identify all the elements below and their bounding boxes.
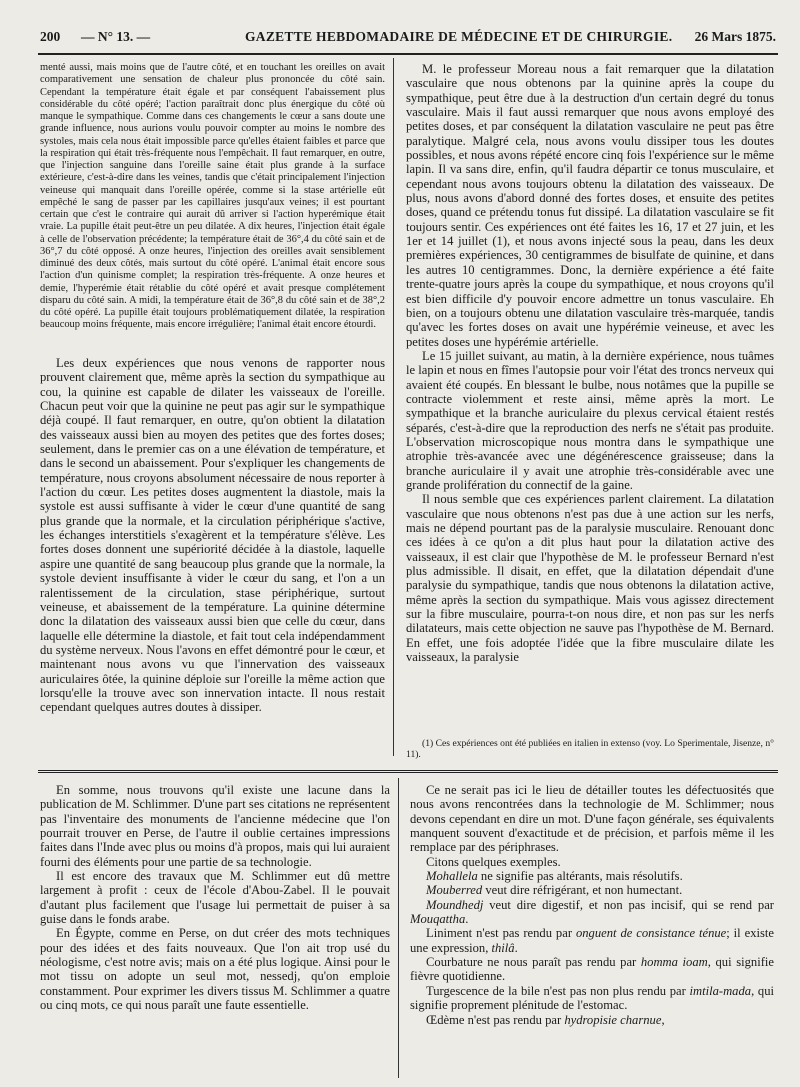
section-rule: [38, 770, 778, 773]
term: Mouqattha: [410, 912, 466, 927]
example-item: Mohallela ne signifie pas altérants, mais résolutifs.: [426, 869, 683, 884]
page-number: 200: [40, 29, 61, 44]
column-divider-bottom: [398, 778, 399, 1078]
example-item: Moundhedj veut dire digestif, et non pas incisif, qui se rend par Mouqattha.: [410, 897, 774, 927]
example-item: Œdème n'est pas rendu par hydropisie charnue,: [426, 1012, 665, 1027]
left-column-body: [40, 356, 385, 715]
review-paragraph: Ce ne serait pas ici le lieu de détailler toutes les défectuosités que nous avons rencontrées dans la technologie de M. Schlimmer; nous devons cependant en dire un mot. D'une façon générale, ses équivalents manquent souvent d'exactitude et de précision, et parfois même il les remplace par des périphrases.: [410, 783, 774, 855]
right-column-body: [406, 62, 774, 664]
term: Mouberred: [426, 883, 483, 898]
example-item: Courbature ne nous paraît pas rendu par homma ioam, qui signifie fièvre quotidienne.: [410, 955, 774, 984]
footnote: [406, 738, 774, 760]
examples-intro: Citons quelques exemples.: [426, 854, 561, 869]
term: Moundhedj: [426, 897, 484, 912]
term: hydropisie charnue: [564, 1012, 662, 1027]
review-paragraph: En Égypte, comme en Perse, on dut créer des mots techniques pour des idées et des faits nouveaux. Que l'on ait trop usé du néologisme, c'est notre avis; mais on a été plus logique. Ainsi pour le mot tissu on adopte un seul mot, nessedj, qu'on emploie constamment. Pour exprimer les divers tissus M. Schlimmer a quatre ou cinq mots, ce qui nous paraît une faute essentielle.: [40, 926, 390, 1013]
body-paragraph: Le 15 juillet suivant, au matin, à la dernière expérience, nous tuâmes le lapin et nous en fîmes l'autopsie pour voir l'état des troncs nerveux qui avaient été coupés. En blessant le bulbe, nous notâmes que la pupille se contracte violemment et reste ainsi, même après la mort. Le sympathique et la branche auriculaire du plexus cervical étaient restés séparés, c'est-à-dire que la reproduction des nerfs ne s'était pas produite. L'observation microscopique nous montra dans le sympathique une atrophie très-avancée avec une dégénérescence graisseuse; dans la branche auriculaire il y avait une atrophie très-considérable avec une grande prolifération du connectif de la gaine.: [406, 348, 774, 492]
footnote-text: (1) Ces expériences ont été publiées en italien in extenso (voy. Lo Sperimentale, Jisenze, n° 11).: [406, 738, 774, 760]
bottom-right-column: [410, 783, 774, 1027]
example-item: Liniment n'est pas rendu par onguent de consistance ténue; il existe une expression, thilâ.: [410, 926, 774, 955]
issue-number: — N° 13. —: [81, 29, 151, 44]
conclusion-paragraph: Les deux expériences que nous venons de rapporter nous prouvent clairement que, même après la section du sympathique au cou, la quinine est capable de dilater les vaisseaux de l'oreille. Chacun peut voir que la quinine ne peut pas agir sur le sympathique déjà coupé. Il faut remarquer, en outre, qu'on obtient la dilatation des vaisseaux aussi bien au moyen des petites que des fortes doses; seulement, dans le premier cas on a une élévation de température, et dans le second un abaissement. Pour s'expliquer les changements de température, nous croyons absolument nécessaire de nous reporter à l'action du cœur. Les petites doses augmentent la diastole, mais la systole est aussi suffisante à vider le cœur d'une quantité de sang plus grande que la normale, et la circulation périphérique s'active, les échanges interstitiels s'exagèrent et la température s'élève. Les fortes doses donnent une supériorité décidée à la diastole, laquelle aspire une quantité de sang beaucoup plus grande que la normale, la systole devient insuffisante à vider le cœur du sang, et l'on a un ralentissement de la circulation, stase périphérique, surtout veineuse, et abaissement de la température. La quinine détermine donc la dilatation des vaisseaux aussi bien que celle du cœur, dans laquelle elle détermine la diastole, et fait tout cela indépendamment du système nerveux. Nous l'avons en effet démontré pour le cœur, et maintenant nous avons vu que l'innervation des vaisseaux auriculaires ôtée, la quinine déploie sur l'oreille la même action que lorsqu'elle la trouve avec son innervation intacte. Il nous restait cependant quelques autres doutes à dissiper.: [40, 356, 385, 715]
term: onguent de consistance ténue: [575, 926, 727, 941]
body-paragraph: M. le professeur Moreau nous a fait remarquer que la dilatation vasculaire que nous obtenons par la quinine après la coupe du sympathique, peut être due à la destruction d'un certain degré du tonus vasculaire. Mais il faut aussi remarquer que nous avons employé des petites doses, et par conséquent la dilatation vasculaire ne peut pas être paralytique. Malgré cela, nous avons voulu dissiper tous les doutes possibles, et nous avons répété encore cinq fois l'expérience sur le même lapin. Il va sans dire, enfin, qu'il faudra départir ce tonus musculaire, et cependant nous avons toujours obtenu la dilatation des vaisseaux. De plus, nous avons d'abord donné des fortes doses, et ensuite des petites doses, quand ce prétendu tonus fut dissipé. La dilatation vasculaire se fit toujours sentir. Ces expériences ont été faites les 16, 17 et 27 juin, et les 1er et 14 juillet (1), et nous avons injecté sous la peau, dans les deux premières expériences, 30 centigrammes de bisulfate de quinine, et dans les autres 10 centigrammes. Donc, la dernière expérience a été faite trente-quatre jours après la coupe du sympathique, et nous croyons qu'il est bien difficile d'y pouvoir encore admettre un tonus vasculaire. Eh bien, on a toujours obtenu une dilatation vasculaire très-marquée, tandis qu'avec les fortes doses on avait une hypérémie veineuse, et avec les petites doses une hypérémie artérielle.: [406, 62, 774, 349]
column-divider: [393, 58, 394, 756]
term: homma ioam: [640, 955, 708, 970]
observation-paragraph: menté aussi, mais moins que de l'autre côté, et en touchant les oreilles on avait comparativement une sensation de chaleur plus prononcée du côté sain. Cependant la température était égale et par conséquent l'abaissement plus considérable du côté opéré; l'action paraîtrait donc plus énergique du côté où manque le sympathique. Comme dans ces changements le cœur a sans doute une grande influence, nous aurions voulu pouvoir compter au moins le nombre des systoles, mais cela nous était impossible parce qu'elles étaient faibles et parce que la respiration qui était très-fréquente nous l'empêchait. Il faut remarquer, en outre, que l'injection sanguine dans l'oreille saine était plus grande à la surface extérieure, c'est-à-dire dans les veines, tandis que c'était principalement l'injection veineuse qui manquait dans l'oreille opérée, comme si la stase artérielle eût empêché le sang de passer par les capillaires jusqu'aux veines; il est pourtant certain que c'est le contraire qui aurait dû arriver si l'action hyperémique était vraie. La pupille était peut-être un peu dilatée. A dix heures, l'injection était égale à celle de l'observation précédente; la température était de 36°,4 du côté sain et de 36°,7 du côté opposé. A onze heures, l'injection des oreilles avait sensiblement diminué des deux côtés, mais surtout du côté opéré. L'animal était encore sous l'action d'un quinisme complet; la respiration très-fréquente. A onze heures et demie, l'hyperémie était rétablie du côté opéré et avait presque complétement disparu du côté sain. A midi, la température était de 36°,8 du côté sain et de 38°,2 du côté opéré. La pupille était toujours problématiquement dilatée, la respiration beaucoup moins fréquente, mais encore irrégulière; l'animal était encore étourdi.: [40, 62, 385, 331]
review-paragraph: Il est encore des travaux que M. Schlimmer eut dû mettre largement à profit : ceux de l'école d'Abou-Zabel. Il le pouvait d'autant plus facilement que l'usage lui permettait de puiser à sa guise dans le fonds arabe.: [40, 869, 390, 927]
term: imtila-mada: [689, 983, 752, 998]
review-paragraph: En somme, nous trouvons qu'il existe une lacune dans la publication de M. Schlimmer. D'une part ses citations ne représentent pas l'inventaire des monuments de l'ancienne médecine que l'on pourrait trouver en Perse, de l'autre il oublie certaines impressions faites dans l'Inde avec plus ou moins d'à propos, mais qui lui auraient fourni des éléments pour une partie de sa technologie.: [40, 783, 390, 869]
journal-title: GAZETTE HEBDOMADAIRE DE MÉDECINE ET DE CHIRURGIE.: [245, 29, 673, 44]
example-item: Turgescence de la bile n'est pas non plus rendu par imtila-mada, qui signifie proprement plénitude de l'estomac.: [410, 983, 774, 1013]
issue-date: 26 Mars 1875.: [694, 29, 776, 44]
page-header: [40, 29, 776, 51]
term: Mohallela: [426, 869, 478, 884]
body-paragraph: Il nous semble que ces expériences parlent clairement. La dilatation vasculaire que nous obtenons n'est pas due à une action sur les nerfs, mais ne dépend pourtant pas de la paralysie musculaire. Renouant donc ces idées à ce qu'on a dit plus haut pour la dilatation active des vaisseaux, il est clair que l'hypothèse de M. le professeur Bernard n'est plus admissible. Il disait, en effet, que la dilatation dépendait d'une paralysie du sympathique, tandis que nous obtenons la dilatation active, même après la section du sympathique. Mais vous agissez directement sur la fibre musculaire, pourra-t-on nous dire, et non pas sur les nerfs dilatateurs, mais cette objection ne sauve pas l'hypothèse de M. Bernard. En effet, une fois adoptée l'idée que la fibre musculaire dilate les vaisseaux, la paralysie: [406, 492, 774, 665]
term: thilâ: [491, 940, 515, 955]
example-item: Mouberred veut dire réfrigérant, et non humectant.: [426, 883, 683, 898]
bottom-left-column: [40, 783, 390, 1013]
left-column-small-text: [40, 62, 385, 332]
header-rule: [38, 53, 778, 55]
